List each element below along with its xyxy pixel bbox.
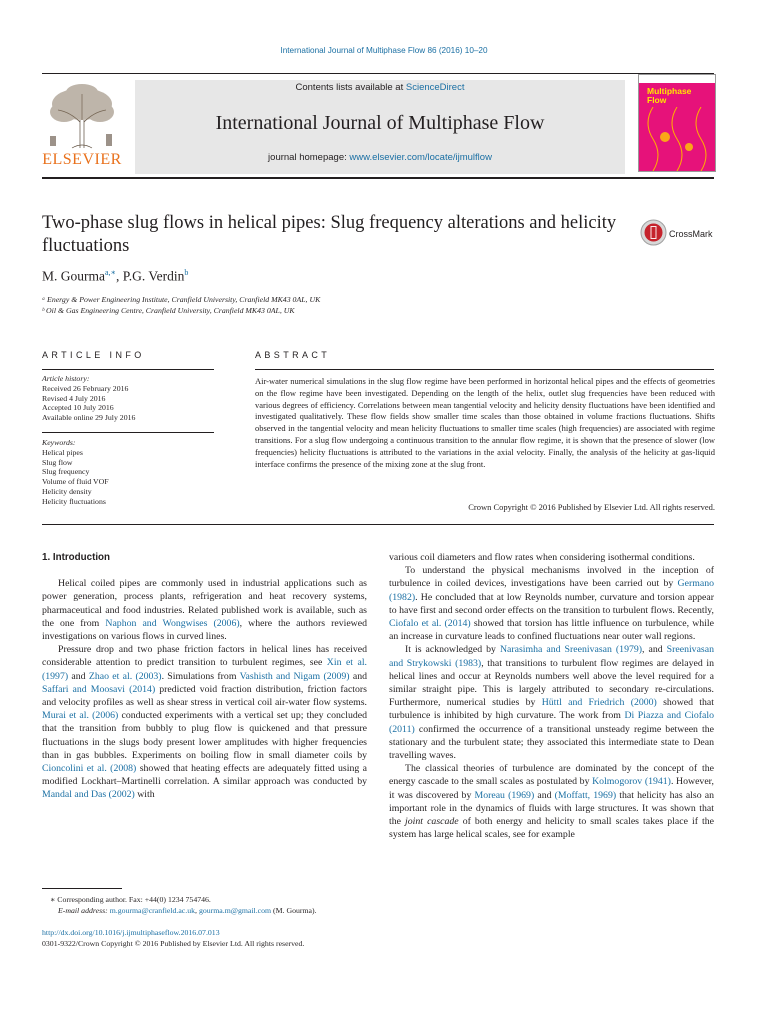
- footnote-rule: [42, 888, 122, 889]
- body-right-column: [389, 551, 714, 841]
- author-affiliation-mark[interactable]: a,∗: [105, 268, 116, 277]
- author-name: P.G. Verdin: [122, 268, 185, 284]
- doi-link[interactable]: http://dx.doi.org/10.1016/j.ijmultiphaseflow.2016.07.013: [42, 928, 220, 937]
- history-item: Received 26 February 2016: [42, 383, 129, 393]
- citation-link[interactable]: (Moffatt, 1969): [554, 789, 617, 801]
- citation-link[interactable]: Zhao et al. (2003): [88, 670, 162, 682]
- email-label: E-mail address:: [58, 906, 110, 915]
- body-left-column: [42, 551, 367, 802]
- contents-line: [135, 82, 625, 93]
- header-rule-bottom: [42, 177, 714, 179]
- journal-homepage: [135, 152, 625, 163]
- article-info-heading: ARTICLE INFO: [42, 350, 145, 360]
- journal-cover-image[interactable]: [638, 74, 716, 172]
- citation-link[interactable]: Narasimha and Sreenivasan (1979): [499, 644, 643, 656]
- citation-link[interactable]: Vashisth and Nigam (2009): [239, 670, 350, 682]
- history-item: Revised 4 July 2016: [42, 393, 106, 403]
- keyword-item: Slug flow: [42, 457, 73, 467]
- crossmark-label[interactable]: CrossMark: [669, 229, 713, 239]
- emphasis: joint cascade: [405, 816, 459, 828]
- abstract-rule: [255, 369, 714, 370]
- citation-link[interactable]: Naphon and Wongwises (2006): [105, 617, 240, 629]
- email-note: E-mail address: m.gourma@cranfield.ac.uk, gourma.m@gmail.com (M. Gourma).: [58, 906, 317, 915]
- author-name: M. Gourma: [42, 268, 105, 284]
- citation-link[interactable]: Saffari and Moosavi (2014): [42, 683, 156, 695]
- article-title: Two-phase slug flows in helical pipes: Slug frequency alterations and helicity fluctuations: [42, 213, 617, 256]
- abstract-text: Air-water numerical simulations in the slug flow regime have been performed in horizontal helical pipes and the effects of geometries on the flow regime have been investigated. Depending on the length of the helix, outlet slug frequencies have been reduced with various degrees of efficiency. Correlations between mean tangential velocity and helicity density fluctuations have been identified and investigated qualitatively. These flow fields show smaller time scales than those obtained in volume fractions fluctuations. Shifts observed in the tangential velocity and mean helicity fluctuations to smaller time scales (high frequencies) are associated with regime transitions. For a slug flow undergoing a continuous transition to the annular flow regime, it is shown that the presence of slower (low frequencies) helicity fluctuations is attributed to the variations in the axial velocity. Finally, the analysis of the helicity at gas-liquid interface confirms the presence of the mixing zone at the slug front.: [255, 376, 715, 469]
- journal-title: International Journal of Multiphase Flow: [215, 112, 545, 134]
- section-heading: 1. Introduction: [42, 552, 111, 563]
- corresponding-author-note: ∗ Corresponding author. Fax: +44(0) 1234 754746.: [50, 895, 211, 904]
- author-affiliation-mark[interactable]: b: [184, 268, 189, 277]
- citation-link[interactable]: Sreenivasan and Strykowski (1983): [389, 644, 714, 669]
- citation-link[interactable]: Kolmogorov (1941): [592, 776, 671, 788]
- paragraph: various coil diameters and flow rates when considering isothermal conditions.: [389, 552, 695, 563]
- affiliation-a: ᵃ Energy & Power Engineering Institute, Cranfield University, Cranfield MK43 0AL, UK: [42, 295, 321, 304]
- abstract-bottom-rule: [42, 524, 714, 525]
- journal-reference[interactable]: International Journal of Multiphase Flow 86 (2016) 10–20: [280, 46, 488, 55]
- abstract-heading: ABSTRACT: [255, 350, 331, 360]
- crossmark-icon[interactable]: [640, 219, 667, 246]
- history-item: Accepted 10 July 2016: [42, 403, 114, 413]
- citation-link[interactable]: Mandal and Das (2002): [42, 789, 135, 801]
- abstract-copyright: Crown Copyright © 2016 Published by Elsevier Ltd. All rights reserved.: [468, 502, 715, 512]
- info-rule: [42, 432, 214, 433]
- paragraph: Helical coiled pipes are commonly used in industrial applications such as power generation, process plants, refrigeration and heat recovery systems, pharmaceutical and food industries. Related published work is available, such as the one from Naphon and Wongwises (2006), where the authors reviewed investigations on various flows in curved lines.: [42, 578, 367, 643]
- elsevier-wordmark: ELSEVIER: [42, 151, 122, 168]
- cover-title: Multiphase Flow: [647, 86, 692, 105]
- keywords-block: [42, 438, 109, 507]
- author-list: [42, 268, 188, 285]
- citation-link[interactable]: Xin et al. (1997): [42, 657, 367, 682]
- contents-prefix: Contents lists available at: [295, 82, 406, 93]
- elsevier-tree-logo: [42, 82, 122, 150]
- homepage-prefix: journal homepage:: [268, 152, 350, 163]
- paragraph: The classical theories of turbulence are dominated by the concept of the energy cascade to the small scales as postulated by Kolmogorov (1941). However, it was discovered by Moreau (1969) and (Moffatt, 1969) that helicity has also an important role in the dynamics of fluids with large structures. It was shown that the joint cascade of both energy and helicity to small scales takes place if the system has large helical scales, see for example: [389, 763, 715, 841]
- history-label: Article history:: [42, 374, 90, 383]
- keyword-item: Helical pipes: [42, 447, 83, 457]
- keyword-item: Helicity fluctuations: [42, 496, 106, 506]
- sciencedirect-link[interactable]: ScienceDirect: [405, 82, 465, 93]
- keyword-item: Volume of fluid VOF: [42, 477, 109, 487]
- paragraph: It is acknowledged by Narasimha and Sreenivasan (1979), and Sreenivasan and Strykowski (1983), that transitions to turbulent flow regimes are delayed in helical lines and occur at Reynolds numbers well above the level required for a similar straight pipe. This is largely attributed to secondary re-circulations. Furthermore, numerical studies by Hüttl and Friedrich (2000) showed that turbulence is inhibited by high curvature. The work from Di Piazza and Ciofalo (2011) confirmed the occurrence of a transitional unsteady regime between the stationary and the turbulent state; they associated this intermediate state to Dean travelling waves.: [389, 644, 714, 762]
- header-rule-top: [42, 73, 714, 74]
- keywords-label: Keywords:: [42, 438, 76, 447]
- history-item: Available online 29 July 2016: [42, 413, 136, 423]
- paragraph: Pressure drop and two phase friction factors in helical lines has received considerable attention to predict transition to turbulent regimes, see Xin et al. (1997) and Zhao et al. (2003). Simulations from Vashisth and Nigam (2009) and Saffari and Moosavi (2014) predicted void fraction distribution, friction factors and velocity profiles as well as shear stress in vertical coil air-water flow systems. Murai et al. (2006) conducted experiments with a vertical set up; they concluded that the transition from bubbly to plug flow is quickened and that pressure fluctuations in the slugs body present lower amplitudes with higher frequencies than in gas bubbles. Experiments on boiling flow in small diameter coils by Cioncolini et al. (2008) showed that heating effects are adequately fitted using a modified Lockhart–Martinelli correlation. A similar approach was conducted by Mandal and Das (2002) with: [42, 644, 367, 801]
- author-separator: ,: [116, 268, 123, 284]
- keyword-item: Helicity density: [42, 486, 92, 496]
- citation-link[interactable]: Moreau (1969): [474, 789, 535, 801]
- citation-link[interactable]: Ciofalo et al. (2014): [389, 618, 471, 630]
- citation-link[interactable]: Hüttl and Friedrich (2000): [541, 697, 657, 709]
- citation-link[interactable]: Germano (1982): [389, 578, 714, 603]
- affiliation-b: ᵇ Oil & Gas Engineering Centre, Cranfield University, Cranfield MK43 0AL, UK: [42, 306, 295, 315]
- paragraph: To understand the physical mechanisms involved in the inception of turbulence in coiled devices, investigations have been carried out by Germano (1982). He concluded that at low Reynolds number, curvature and torsion appear to have first and second order effects on the transition to turbulent flows. Recently, Ciofalo et al. (2014) showed that torsion has little influence on turbulence, while an increase in curvature leads to confined fluctuations near outer wall regions.: [389, 565, 714, 643]
- keyword-item: Slug frequency: [42, 467, 90, 477]
- homepage-link[interactable]: www.elsevier.com/locate/ijmulflow: [349, 152, 492, 163]
- article-history: [42, 374, 135, 423]
- citation-link[interactable]: Di Piazza and Ciofalo (2011): [389, 710, 714, 735]
- citation-link[interactable]: Cioncolini et al. (2008): [42, 763, 137, 775]
- issn-line: 0301-9322/Crown Copyright © 2016 Published by Elsevier Ltd. All rights reserved.: [42, 939, 305, 948]
- email-link[interactable]: m.gourma@cranfield.ac.uk: [109, 906, 196, 915]
- cover-pattern-icon: [639, 107, 715, 171]
- email-link[interactable]: gourma.m@gmail.com: [198, 906, 272, 915]
- citation-link[interactable]: Murai et al. (2006): [42, 710, 119, 722]
- info-rule: [42, 369, 214, 370]
